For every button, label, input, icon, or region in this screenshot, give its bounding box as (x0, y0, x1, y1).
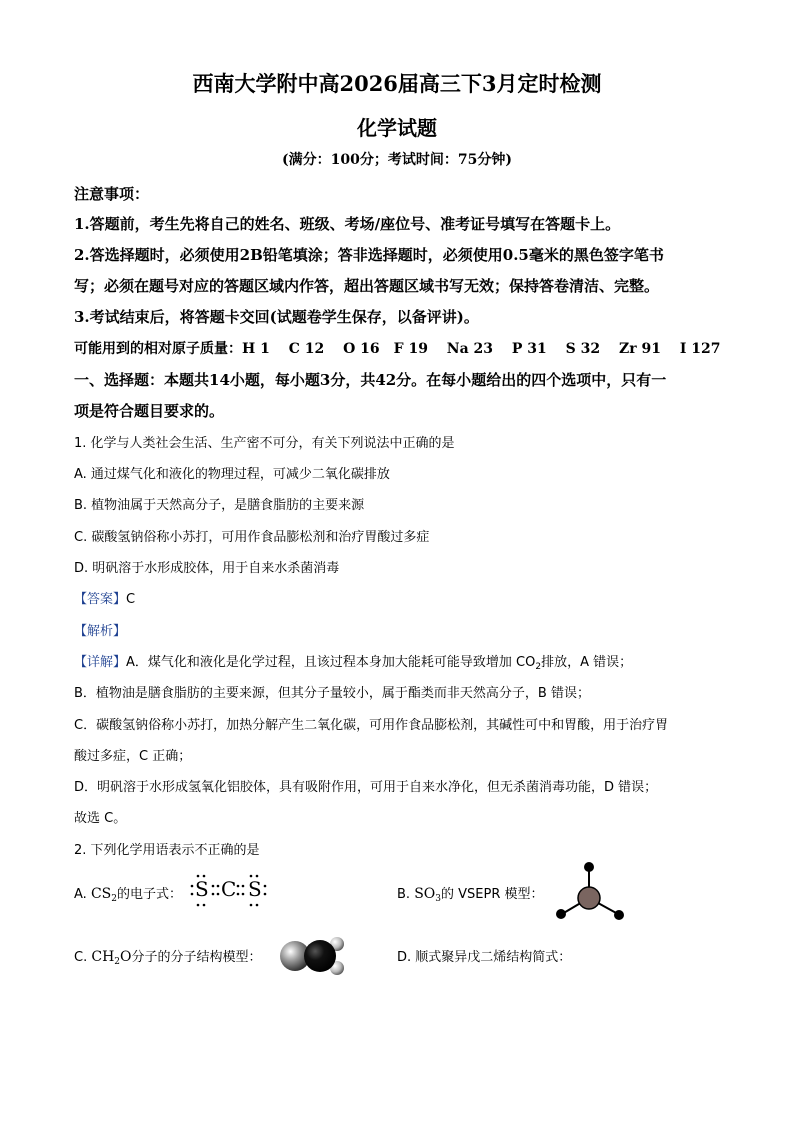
q1-detail-a (74, 651, 632, 672)
q1-detail-c-line-1: C．碳酸氢钠俗称小苏打，加热分解产生二氧化碳，可用作食品膨松剂，其碱性可中和胃酸，用于治疗胃 (74, 718, 669, 733)
lewis-atom-s-right: S (248, 877, 262, 901)
answer-label: 【答案】 (74, 592, 127, 607)
cs2-formula: $CS_2$ (90, 886, 117, 904)
option-c-label: C. (74, 950, 88, 965)
section-1-heading-line-1: 一、选择题：本题共14小题，每小题3分，共42分。在每小题给出的四个选项中，只有一 (74, 371, 667, 389)
notice-item-2-line-2: 写；必须在题号对应的答题区域内作答，超出答题区域书写无效；保持答卷清洁、完整。 (74, 277, 660, 295)
q1-option-b: B. 植物油属于天然高分子，是膳食脂肪的主要来源 (74, 498, 365, 513)
atomic-masses: 可能用到的相对原子质量：H 1 C 12 O 16 F 19 Na 23 P 31 S 32 Zr 91 I 127 (74, 341, 721, 357)
q2-stem: 2. 下列化学用语表示不正确的是 (74, 843, 260, 858)
section-1-heading-line-2: 项是符合题目要求的。 (74, 402, 225, 420)
subject-title: 化学试题 (357, 116, 437, 140)
q1-option-a: A. 通过煤气化和液化的物理过程，可减少二氧化碳排放 (74, 467, 390, 482)
q1-detail-c-line-2: 酸过多症，C 正确； (74, 749, 192, 764)
notice-heading: 注意事项： (74, 185, 150, 203)
notice-item-2-line-1: 2.答选择题时，必须使用2B铅笔填涂；答非选择题时，必须使用0.5毫米的黑色签字笔书 (74, 246, 664, 264)
detail-label: 【详解】 (74, 655, 127, 670)
vsepr-central-atom (578, 887, 600, 909)
vsepr-ligand-right (614, 910, 624, 920)
detail-a-tail: 排放，A 错误； (541, 655, 633, 670)
vsepr-ligand-left (556, 909, 566, 919)
option-a-label: A. (74, 887, 87, 902)
ch2o-molecular-model (278, 933, 350, 981)
lewis-atom-s-left: S (195, 877, 209, 901)
exam-title: 西南大学附中高2026届高三下3月定时检测 (192, 71, 602, 96)
score-time: (满分：100分；考试时间：75分钟) (282, 152, 512, 168)
q1-detail-d: D．明矾溶于水形成氢氧化铝胶体，具有吸附作用，可用于自来水净化，但无杀菌消毒功能，D 错误； (74, 780, 658, 795)
q1-analysis-label: 【解析】 (74, 624, 127, 639)
option-a-text: 的电子式： (116, 887, 182, 902)
c-atom (304, 940, 336, 972)
notice-item-3: 3.考试结束后，将答题卡交回(试题卷学生保存，以备评讲)。 (74, 308, 479, 326)
co2-subscript: 2 (535, 662, 542, 672)
answer-value: C (126, 592, 136, 607)
detail-a-text: A．煤气化和液化是化学过程，且该过程本身加大能耗可能导致增加 CO (126, 655, 536, 670)
option-b-text: 的 VSEPR 模型： (441, 887, 544, 902)
option-b-label: B. (397, 887, 411, 902)
cs2-lewis-structure (188, 872, 270, 908)
so3-formula: $SO_3$ (414, 886, 442, 904)
q2-option-a (74, 883, 182, 904)
q2-option-d: D. 顺式聚异戊二烯结构简式： (397, 950, 572, 965)
ch2o-formula: $CH_2O$ (91, 949, 132, 967)
q1-stem: 1. 化学与人类社会生活、生产密不可分，有关下列说法中正确的是 (74, 436, 455, 451)
q1-option-d: D. 明矾溶于水形成胶体，用于自来水杀菌消毒 (74, 561, 340, 576)
q1-detail-b: B．植物油是膳食脂肪的主要来源，但其分子量较小，属于酯类而非天然高分子，B 错误； (74, 686, 590, 701)
q1-answer (74, 588, 135, 607)
vsepr-ligand-top (584, 862, 594, 872)
lewis-atom-c: C (221, 877, 237, 901)
q1-conclusion: 故选 C。 (74, 811, 127, 826)
option-c-text: 分子的分子结构模型： (131, 950, 262, 965)
q2-option-b (397, 883, 544, 904)
notice-item-1: 1.答题前，考生先将自己的姓名、班级、考场/座位号、准考证号填写在答题卡上。 (74, 215, 621, 233)
so3-vsepr-model (550, 858, 630, 928)
q2-option-c (74, 946, 262, 967)
q1-option-c: C. 碳酸氢钠俗称小苏打，可用作食品膨松剂和治疗胃酸过多症 (74, 530, 430, 545)
